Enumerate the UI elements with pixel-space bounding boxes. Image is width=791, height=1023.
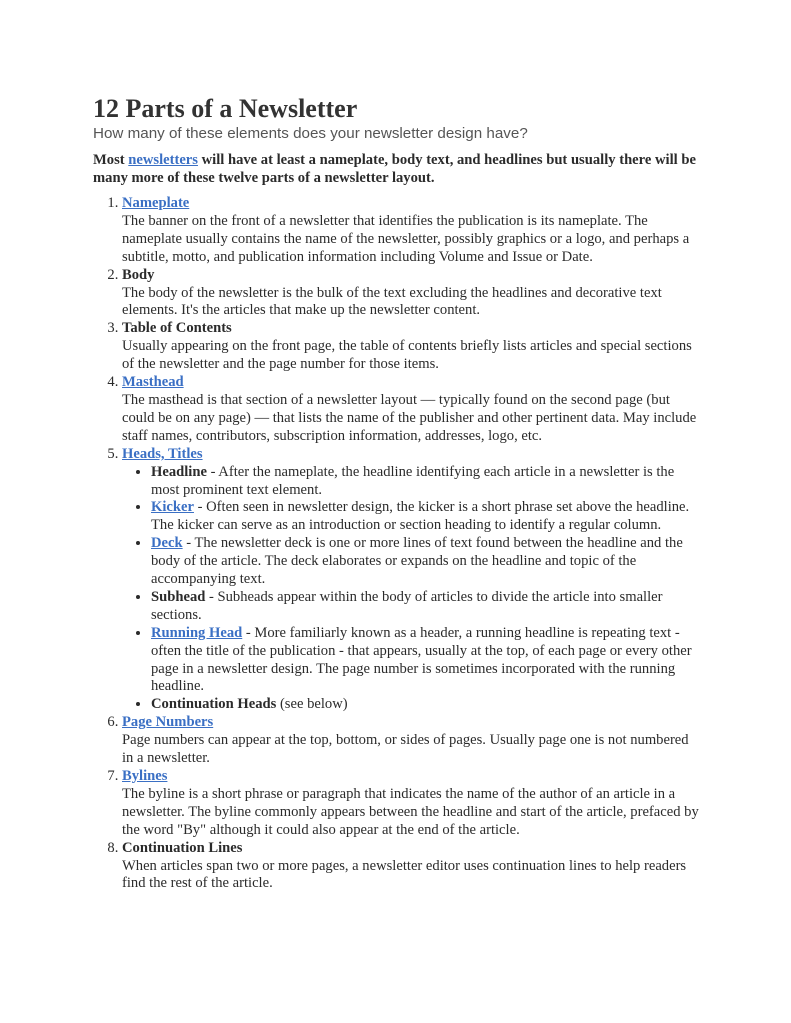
bylines-link[interactable]: Bylines xyxy=(122,768,168,784)
masthead-link[interactable]: Masthead xyxy=(122,374,184,391)
table-of-contents-title: Table of Contents xyxy=(122,320,232,337)
list-item-table-of-contents xyxy=(122,320,703,374)
list-item-nameplate xyxy=(122,195,703,267)
headline-text: - After the nameplate, the headline identifying each article in a newsletter is the most prominent text element. xyxy=(151,463,675,498)
document-page xyxy=(93,94,703,893)
continuation-lines-title: Continuation Lines xyxy=(122,839,243,856)
parts-list xyxy=(93,195,703,893)
continuation-heads-title: Continuation Heads xyxy=(151,696,277,713)
deck-link[interactable]: Deck xyxy=(151,535,183,552)
list-item-page-numbers xyxy=(122,714,703,768)
continuation-heads-text: (see below) xyxy=(276,696,348,713)
deck-text: - The newsletter deck is one or more lines of text found between the headline and the body of the article. The deck elaborates or expands on the headline and topic of the accompanying text. xyxy=(151,535,683,588)
nameplate-description: The banner on the front of a newsletter that identifies the publication is its nameplate. The nameplate usually contains the name of the newsletter, possibly graphics or a logo, and perhaps a subtitle, motto, and publication information including Volume and Issue or Date. xyxy=(122,212,690,265)
body-description: The body of the newsletter is the bulk of the text excluding the headlines and decorative text elements. It's the articles that make up the newsletter content. xyxy=(122,284,662,319)
subitem-running-head xyxy=(151,625,703,697)
newsletters-link[interactable]: newsletters xyxy=(128,152,198,168)
page-numbers-link[interactable]: Page Numbers xyxy=(122,714,214,731)
headline-title: Headline xyxy=(151,463,207,480)
subitem-headline xyxy=(151,464,703,500)
subitem-deck xyxy=(151,535,703,589)
page-title: 12 Parts of a Newsletter xyxy=(93,94,358,123)
masthead-description: The masthead is that section of a newsletter layout — typically found on the second page (but could be on any page) — that lists the name of the publisher and other pertinent data. May include staff names, contributors, subscription information, addresses, logo, etc. xyxy=(122,391,697,444)
page-subtitle: How many of these elements does your newsletter design have? xyxy=(93,125,528,142)
bylines-description: The byline is a short phrase or paragraph that indicates the name of the author of an article in a newsletter. The byline commonly appears between the headline and start of the article, prefaced by the word "By" although it could also appear at the end of the article. xyxy=(122,785,699,838)
subitem-subhead xyxy=(151,589,703,625)
subhead-text: - Subheads appear within the body of articles to divide the article into smaller sections. xyxy=(151,588,663,623)
intro-paragraph xyxy=(93,151,703,187)
kicker-text: - Often seen in newsletter design, the kicker is a short phrase set above the headline. The kicker can serve as an introduction or section heading to identify a regular column. xyxy=(151,499,690,534)
list-item-masthead xyxy=(122,374,703,446)
list-item-continuation-lines xyxy=(122,840,703,894)
table-of-contents-description: Usually appearing on the front page, the table of contents briefly lists articles and special sections of the newsletter and the page number for those items. xyxy=(122,338,692,373)
running-head-link[interactable]: Running Head xyxy=(151,624,243,641)
nameplate-link[interactable]: Nameplate xyxy=(122,195,190,211)
list-item-bylines xyxy=(122,768,703,840)
kicker-link[interactable]: Kicker xyxy=(151,499,194,516)
running-head-text: - More familiarly known as a header, a running headline is repeating text - often the title of the publication - that appears, usually at the top, of each page or every other page in a newsletter design. The page number is sometimes incorporated with the running headline. xyxy=(151,624,692,695)
continuation-lines-description: When articles span two or more pages, a newsletter editor uses continuation lines to help readers find the rest of the article. xyxy=(122,857,687,892)
page-numbers-description: Page numbers can appear at the top, bottom, or sides of pages. Usually page one is not numbered in a newsletter. xyxy=(122,732,689,767)
heads-titles-link[interactable]: Heads, Titles xyxy=(122,445,203,462)
subhead-title: Subhead xyxy=(151,588,206,605)
list-item-heads-titles xyxy=(122,446,703,715)
body-title: Body xyxy=(122,266,155,283)
intro-suffix: will have at least a nameplate, body text, and headlines but usually there will be many more of these twelve parts of a newsletter layout. xyxy=(93,152,696,186)
subitem-continuation-heads xyxy=(151,696,703,714)
subitem-kicker xyxy=(151,499,703,535)
heads-sublist xyxy=(122,464,703,715)
intro-prefix: Most xyxy=(93,152,129,168)
list-item-body xyxy=(122,267,703,321)
